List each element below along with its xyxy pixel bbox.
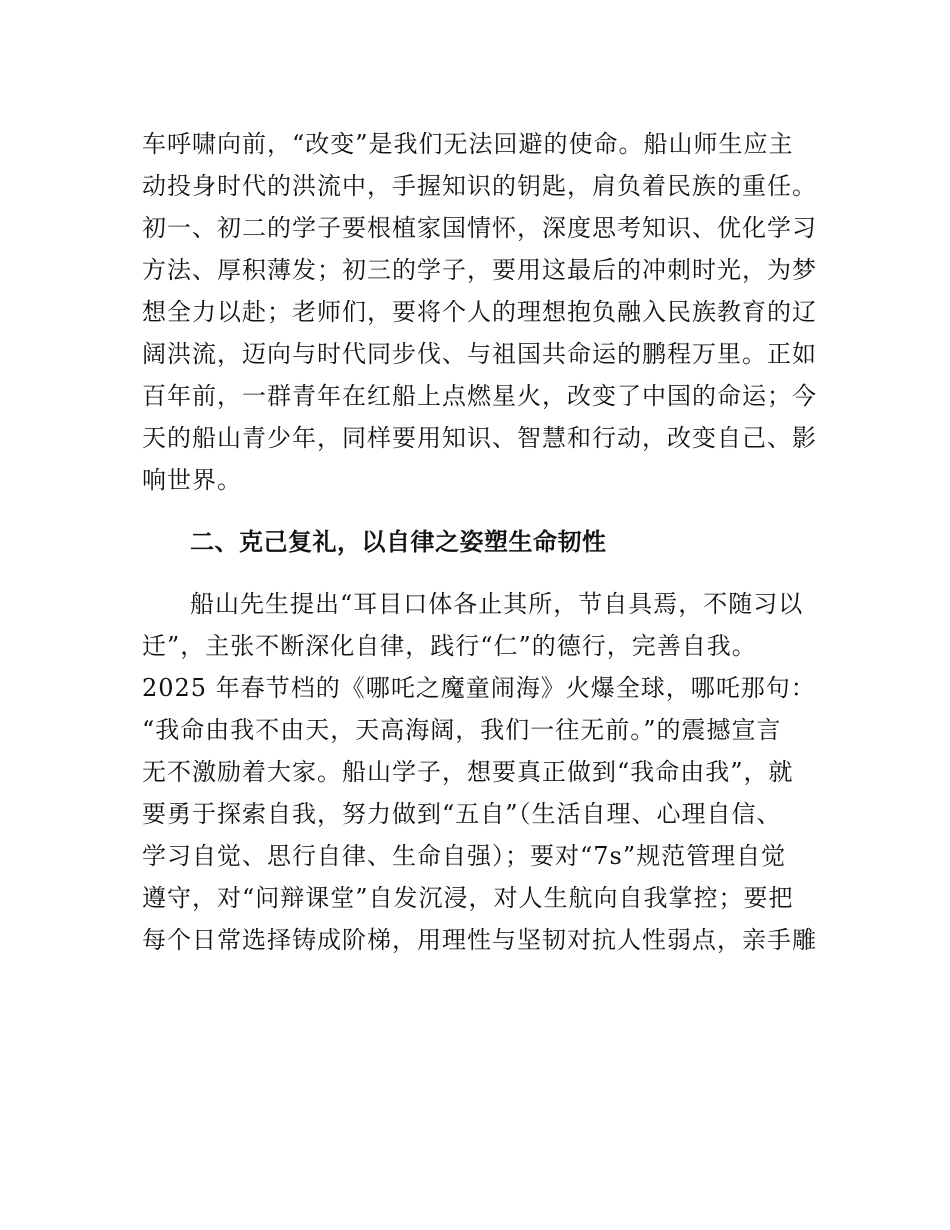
paragraph-line: 响世界。: [142, 466, 242, 494]
paragraph-line: 天的船山青少年，同样要用知识、智慧和行动，改变自己、影: [142, 424, 817, 452]
paragraph-line: 每个日常选择铸成阶梯，用理性与坚韧对抗人性弱点，亲手雕: [142, 926, 817, 954]
paragraph-line: 学习自觉、思行自律、生命自强）；要对“7s”规范管理自觉: [142, 842, 787, 870]
paragraph-line: 方法、厚积薄发；初三的学子，要用这最后的冲刺时光，为梦: [142, 256, 817, 284]
paragraph-line: 想全力以赴；老师们，要将个人的理想抱负融入民族教育的辽: [142, 298, 817, 326]
paragraph-line: 遵守，对“问辩课堂”自发沉浸，对人生航向自我掌控；要把: [142, 884, 794, 912]
paragraph-line: 动投身时代的洪流中，手握知识的钥匙，肩负着民族的重任。: [142, 172, 817, 200]
paragraph-line: 2025 年春节档的《哪吒之魔童闹海》火爆全球，哪吒那句：: [142, 674, 816, 702]
paragraph-line: 船山先生提出“耳目口体各止其所，节自具焉，不随习以: [190, 590, 804, 618]
paragraph-line: 阔洪流，迈向与时代同步伐、与祖国共命运的鹏程万里。正如: [142, 340, 817, 368]
paragraph-line: 无不激励着大家。船山学子，想要真正做到“我命由我”，就: [142, 758, 794, 786]
paragraph-line: “我命由我不由天，天高海阔，我们一往无前。”的震撼宣言: [142, 716, 782, 744]
paragraph-line: 车呼啸向前，“改变”是我们无法回避的使命。船山师生应主: [142, 130, 794, 158]
paragraph-line: 百年前，一群青年在红船上点燃星火，改变了中国的命运；今: [142, 382, 817, 410]
paragraph-line: 初一、初二的学子要根植家国情怀，深度思考知识、优化学习: [142, 214, 817, 242]
section-heading: 二、克己复礼，以自律之姿塑生命韧性: [190, 528, 607, 556]
paragraph-line: 迁”，主张不断深化自律，践行“仁”的德行，完善自我。: [142, 632, 757, 660]
paragraph-line: 要勇于探索自我，努力做到“五自”（生活自理、心理自信、: [142, 800, 782, 828]
